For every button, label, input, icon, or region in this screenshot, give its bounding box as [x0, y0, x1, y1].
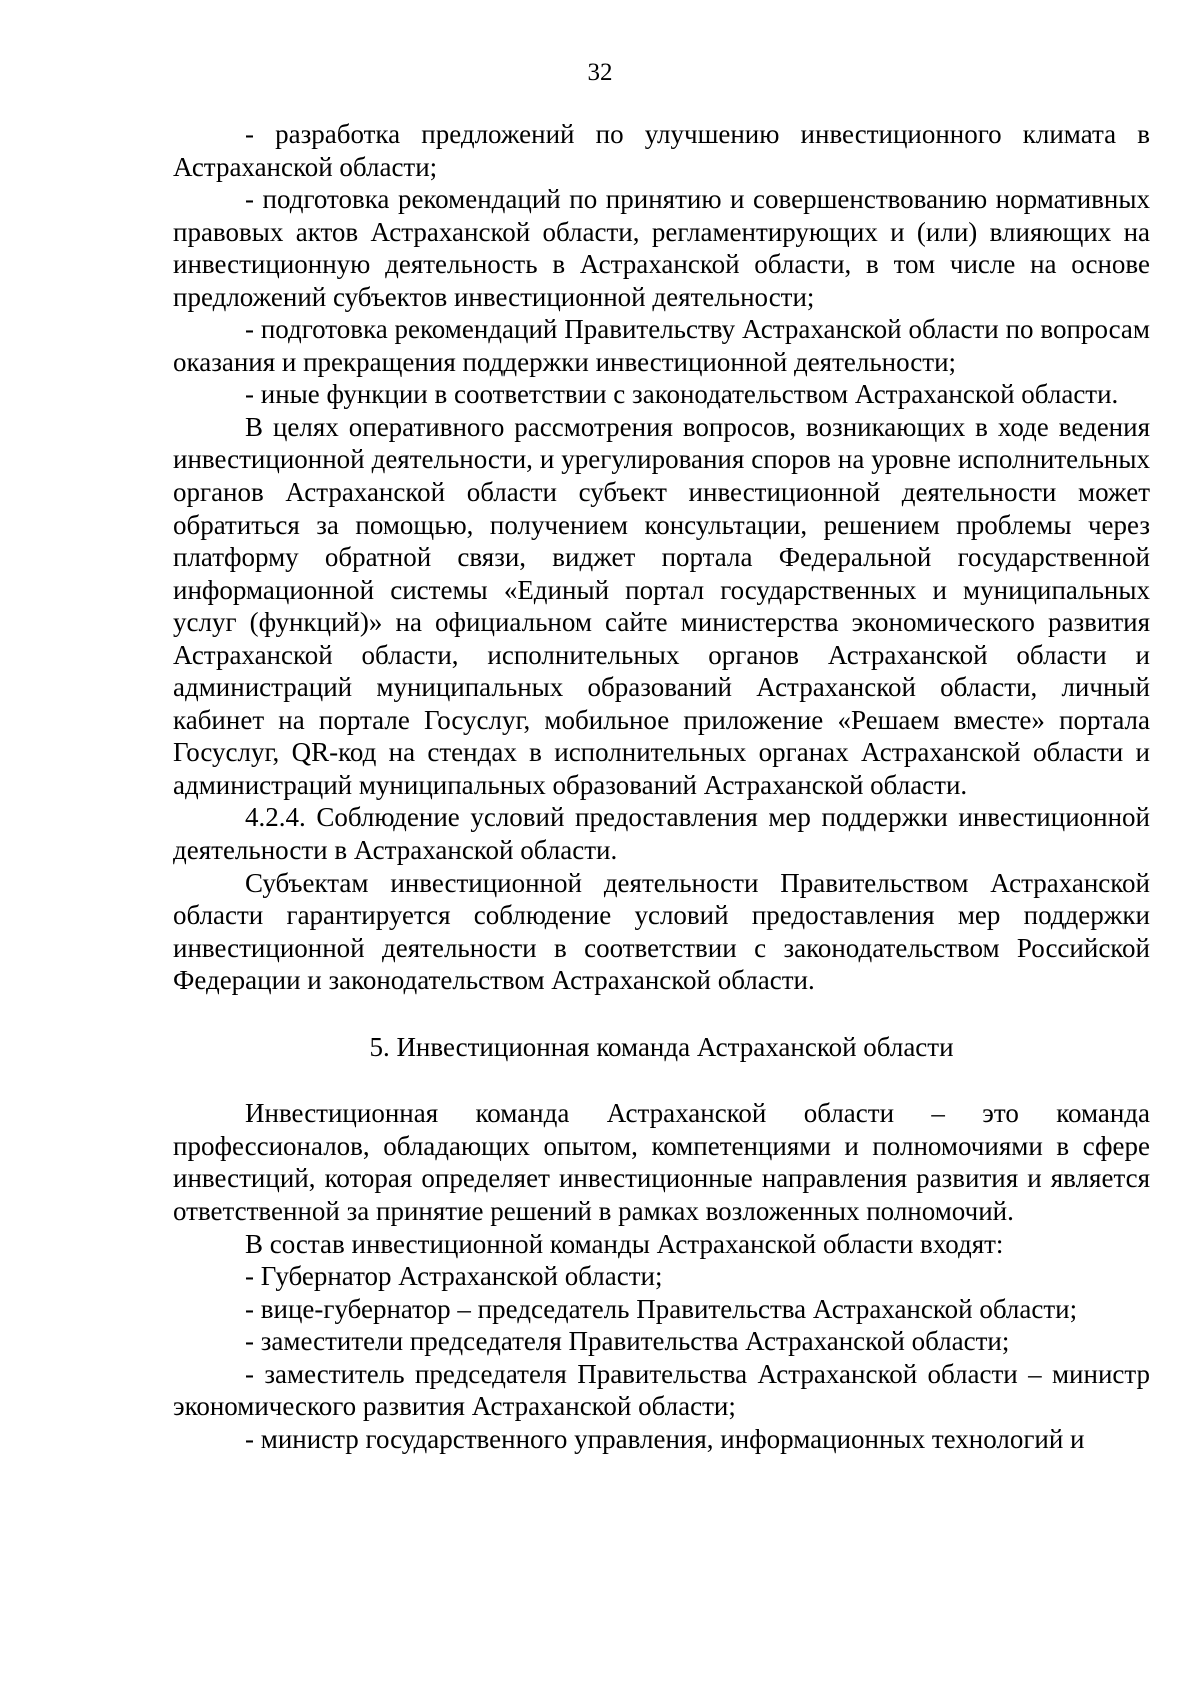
paragraph: В целях оперативного рассмотрения вопросов, возникающих в ходе ведения инвестиционной деятельности, и урегулирования споров на уровне исполнительных органов Астраханской области субъект инвестиционной деятельности может обратиться за помощью, получением консультации, решением проблемы через платформу обратной связи, виджет портала Федеральной государственной информационной системы «Единый портал государственных и муниципальных услуг (функций)» на официальном сайте министерства экономического развития Астраханской области, исполнительных органов Астраханской области и администраций муниципальных образований Астраханской области, личный кабинет на портале Госуслуг, мобильное приложение «Решаем вместе» портала Госуслуг, QR-код на стендах в исполнительных органах Астраханской области и администраций муниципальных образований Астраханской области.: [173, 411, 1150, 800]
section-heading: 5. Инвестиционная команда Астраханской области: [369, 1031, 954, 1062]
paragraph: 4.2.4. Соблюдение условий предоставления мер поддержки инвестиционной деятельности в Астраханской области.: [173, 802, 1150, 866]
paragraph: Субъектам инвестиционной деятельности Правительством Астраханской области гарантируется соблюдение условий предоставления мер поддержки инвестиционной деятельности в соответствии с законодательством Российской Федерации и законодательством Астраханской области.: [173, 867, 1150, 996]
paragraph: - разработка предложений по улучшению инвестиционного климата в Астраханской области;: [173, 119, 1150, 182]
list-item: - министр государственного управления, информационных технологий и: [245, 1423, 1085, 1454]
paragraph: В состав инвестиционной команды Астраханской области входят:: [245, 1228, 1004, 1259]
paragraph: - подготовка рекомендаций по принятию и совершенствованию нормативных правовых актов Астраханской области, регламентирующих и (или) влияющих на инвестиционную деятельность в Астраханской области, в том числе на основе предложений субъектов инвестиционной деятельности;: [173, 184, 1150, 312]
paragraph: - иные функции в соответствии с законодательством Астраханской области.: [245, 379, 1119, 410]
document-body: [173, 118, 1150, 1455]
list-item: - заместители председателя Правительства Астраханской области;: [245, 1326, 1010, 1357]
paragraph: - подготовка рекомендаций Правительству Астраханской области по вопросам оказания и прекращения поддержки инвестиционной деятельности;: [173, 314, 1150, 377]
list-item: - вице-губернатор – председатель Правительства Астраханской области;: [245, 1293, 1078, 1324]
list-item: - заместитель председателя Правительства Астраханской области – министр экономического развития Астраханской области;: [173, 1358, 1150, 1422]
paragraph: Инвестиционная команда Астраханской области – это команда профессионалов, обладающих опытом, компетенциями и полномочиями в сфере инвестиций, которая определяет инвестиционные направления развития и является ответственной за принятие решений в рамках возложенных полномочий.: [173, 1098, 1150, 1226]
page-number: 32: [587, 59, 613, 86]
list-item: - Губернатор Астраханской области;: [245, 1261, 663, 1292]
